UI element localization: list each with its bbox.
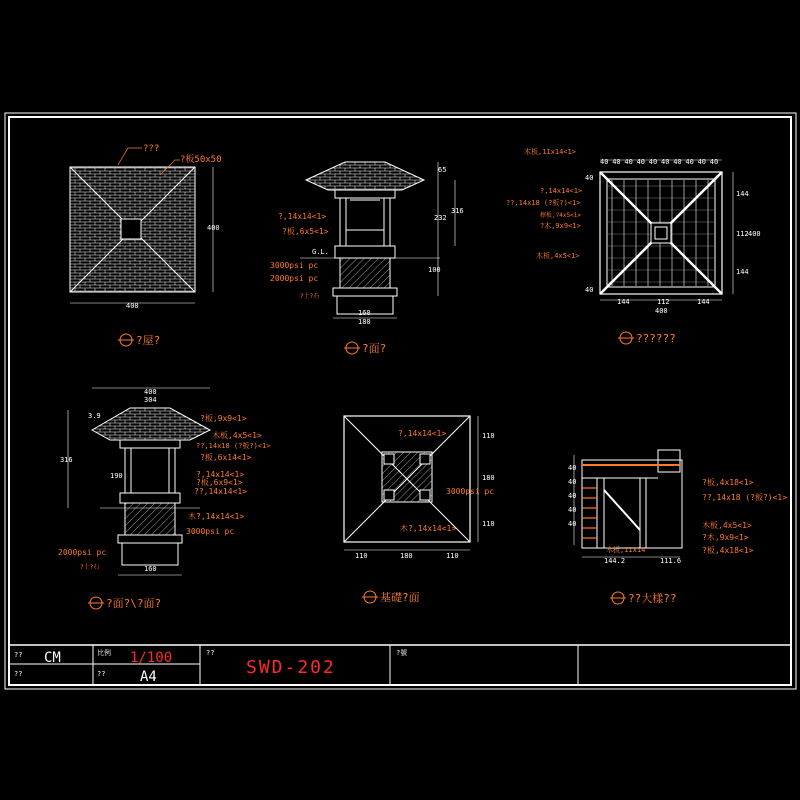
front-elev-title: ?面? <box>362 342 387 355</box>
side-elev-annotation-5: ?,14x14<1> <box>196 470 245 479</box>
framing-annotation-6: 木板,4x5<1> <box>536 252 580 260</box>
front-elev-gl: G.L. <box>312 248 329 256</box>
framing-dim-top: 40 <box>636 158 646 166</box>
front-elevation-view <box>270 162 464 355</box>
foundation-dim-right-1: 110 <box>482 432 495 440</box>
detail-dim-left: 40 <box>568 506 577 514</box>
detail-dim-bottom-2: 111.6 <box>660 557 682 565</box>
foundation-dim-right-3: 110 <box>482 520 495 528</box>
side-elevation-view <box>58 388 270 610</box>
roof-plan-annotation-2: ?板50x50 <box>180 155 222 165</box>
front-elev-dim-65: 65 <box>438 166 447 174</box>
framing-dim-top: 40 <box>697 158 707 166</box>
detail-annotation-6: 木板,11x14 <box>606 546 646 554</box>
roof-plan-view <box>70 144 222 347</box>
title-block-label-6: ?號 <box>396 649 408 657</box>
framing-dim-top: 40 <box>685 158 694 166</box>
title-block-label-5: ?? <box>97 670 106 678</box>
side-elev-annotation-3: ??,14x18 (?板?)<1> <box>196 442 271 450</box>
foundation-annotation-2: 3000psi pc <box>446 487 495 496</box>
front-elev-dim-232: 232 <box>434 214 447 222</box>
detail-dim-left: 40 <box>568 478 577 486</box>
foundation-annotation-1: ?,14x14<1> <box>398 429 447 438</box>
framing-dim-right-144b: 144 <box>736 268 749 276</box>
framing-dim-bottom-144b: 144 <box>697 298 710 306</box>
roof-plan-dim-height: 400 <box>207 224 220 232</box>
front-elev-annotation-3: 3000psi pc <box>270 261 319 270</box>
title-block-value-1: CM <box>44 650 61 666</box>
front-elev-annotation-2: ?板,6x5<1> <box>282 227 329 236</box>
detail-dim-left: 40 <box>568 520 577 528</box>
side-elev-dim-400: 400 <box>144 388 157 396</box>
front-elev-annotation-4: 2000psi pc <box>270 274 319 283</box>
framing-annotation-3: ??,14x18 (?板?)<1> <box>506 199 581 207</box>
framing-dim-left-40a: 40 <box>585 174 594 182</box>
detail-annotation-2: ??,14x18 (?板?)<1> <box>702 493 788 502</box>
front-elev-dim-100: 100 <box>428 266 441 274</box>
framing-dim-top: 40 <box>709 158 719 166</box>
side-elev-dim-3.9: 3.9 <box>88 412 101 420</box>
foundation-plan-view <box>344 416 495 604</box>
roof-plan-dim-width: 400 <box>126 302 139 310</box>
title-block <box>9 645 791 685</box>
side-elev-annotation-1: ?板,9x9<1> <box>200 414 247 423</box>
detail-dim-left: 40 <box>568 464 577 472</box>
title-block-label-2: 比例 <box>97 649 111 657</box>
framing-dim-top: 40 <box>648 158 658 166</box>
front-elev-annotation-1: ?,14x14<1> <box>278 212 327 221</box>
foundation-dim-bottom-2: 180 <box>400 552 413 560</box>
framing-dim-right-400: 400 <box>748 230 761 238</box>
framing-dim-top: 40 <box>600 158 609 166</box>
foundation-dim-bottom-1: 110 <box>355 552 368 560</box>
side-elev-annotation-7: ??,14x14<1> <box>194 487 247 496</box>
side-elev-annotation-6: ?板,6x9<1> <box>196 478 243 487</box>
framing-annotation-4: 檩板,?4x5<1> <box>540 212 581 219</box>
framing-annotation-2: ?,14x14<1> <box>540 187 583 195</box>
framing-annotation-1: 木板,11x14<1> <box>524 148 576 156</box>
side-elev-dim-190: 190 <box>110 472 123 480</box>
framing-plan-view <box>506 147 761 345</box>
drawing-number: SWD-202 <box>246 657 336 678</box>
framing-dim-left-40b: 40 <box>585 286 594 294</box>
front-elev-dim-316: 316 <box>451 207 464 215</box>
framing-dim-top: 40 <box>673 158 682 166</box>
front-elev-dim-160: 160 <box>358 309 371 317</box>
title-block-value-5: A4 <box>140 669 157 685</box>
side-elev-title: ?面?\?面? <box>106 597 162 610</box>
framing-annotation-5: ?木,9x9<1> <box>540 222 581 230</box>
title-block-label-4: ?? <box>14 670 23 678</box>
framing-dim-right-112: 112 <box>736 230 749 238</box>
foundation-annotation-3: 木?,14x14<1> <box>400 524 457 533</box>
framing-dim-top: 40 <box>624 158 633 166</box>
framing-plan-title: ?????? <box>636 332 676 345</box>
roof-plan-title: ?屋? <box>136 334 161 347</box>
foundation-dim-right-2: 180 <box>482 474 495 482</box>
side-elev-dim-304: 304 <box>144 396 157 404</box>
side-elev-dim-316: 316 <box>60 456 73 464</box>
detail-title: ??大樣?? <box>628 592 677 605</box>
framing-dim-top: 40 <box>612 158 621 166</box>
roof-plan-annotation-1: ??? <box>143 144 160 154</box>
side-elev-dim-160: 160 <box>144 565 157 573</box>
side-elev-annotation-9: 3000psi pc <box>186 527 235 536</box>
foundation-dim-bottom-3: 110 <box>446 552 459 560</box>
side-elev-annotation-10: 2000psi pc <box>58 548 107 557</box>
foundation-plan-title: 基礎?面 <box>380 591 420 604</box>
framing-dim-top: 40 <box>661 158 670 166</box>
side-elev-annotation-8: 木?,14x14<1> <box>188 512 245 521</box>
detail-annotation-3: 木板,4x5<1> <box>702 521 752 530</box>
detail-view <box>568 450 787 605</box>
detail-dim-left: 40 <box>568 492 577 500</box>
title-block-label-1: ?? <box>14 651 23 659</box>
detail-annotation-1: ?板,4x18<1> <box>702 478 754 487</box>
framing-dim-right-144a: 144 <box>736 190 749 198</box>
framing-dim-bottom-144a: 144 <box>617 298 630 306</box>
side-elev-annotation-2: 木板,4x5<1> <box>212 431 262 440</box>
framing-dim-bottom-400: 400 <box>655 307 668 315</box>
detail-dim-bottom-1: 144.2 <box>604 557 626 565</box>
detail-annotation-4: ?木,9x9<1> <box>702 533 749 542</box>
front-elev-dim-180: 180 <box>358 318 371 326</box>
side-elev-annotation-11: ?土?石 <box>80 564 100 571</box>
title-block-label-3: ?? <box>206 649 215 657</box>
framing-dim-bottom-112: 112 <box>657 298 670 306</box>
side-elev-annotation-4: ?板,6x14<1> <box>200 453 252 462</box>
front-elev-annotation-5: ?土?石 <box>300 293 320 300</box>
detail-annotation-5: ?板,4x18<1> <box>702 546 754 555</box>
title-block-value-2: 1/100 <box>130 650 173 666</box>
